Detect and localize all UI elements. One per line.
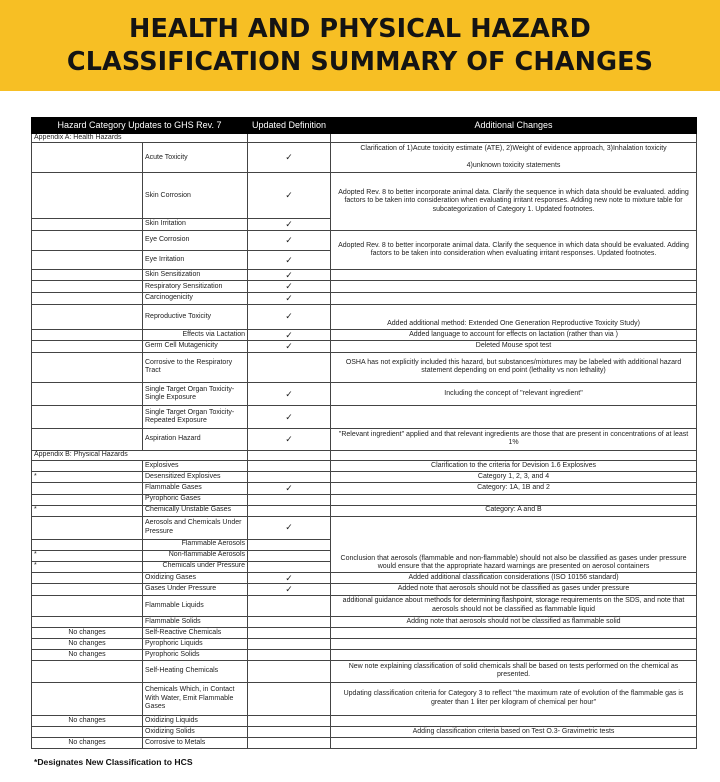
table-row	[32, 616, 697, 627]
page-title-line-2: CLASSIFICATION SUMMARY OF CHANGES	[66, 46, 654, 77]
table-row	[32, 460, 697, 471]
hazard-summary-table	[31, 117, 697, 749]
check-mark: ✓	[248, 304, 331, 329]
new-classification-marker: *	[32, 561, 143, 572]
change-text: "Relevant ingredient" applied and that relevant ingredients are those that are present in concentrations of at least 1%	[331, 428, 697, 450]
check-mark: ✓	[248, 219, 331, 231]
hazard-name: Flammable Solids	[143, 616, 248, 627]
table-row	[32, 230, 697, 250]
change-text: OSHA has not explicitly included this hazard, but substances/mixtures may be labeled with additional hazard statement depending on end point (lethality vs non lethality)	[331, 352, 697, 382]
hazard-name: Chemically Unstable Gases	[143, 505, 248, 516]
page-title-line-1: HEALTH AND PHYSICAL HAZARD	[129, 13, 591, 44]
change-text: Clarification to the criteria for Devision 1.6 Explosives	[331, 460, 697, 471]
hazard-name: Acute Toxicity	[143, 143, 248, 173]
hazard-name: Flammable Liquids	[143, 595, 248, 616]
change-text: Conclusion that aerosols (flammable and non-flammable) should not also be classified as gases under pressure would ensure that the appropriate hazard warnings are presented on aerosol containers	[331, 516, 697, 572]
hazard-name: Single Target Organ Toxicity-Repeated Exposure	[143, 405, 248, 428]
footnote: *Designates New Classification to HCS	[34, 757, 193, 767]
header-category: Hazard Category Updates to GHS Rev. 7	[32, 118, 248, 134]
check-mark: ✓	[248, 382, 331, 405]
table-row	[32, 638, 697, 649]
hazard-name: Non-flammable Aerosols	[143, 550, 248, 561]
change-text: Including the concept of "relevant ingredient"	[331, 382, 697, 405]
section-physical: Appendix B: Physical Hazards	[32, 450, 248, 460]
check-mark: ✓	[248, 293, 331, 305]
change-text: Deleted Mouse spot test	[331, 341, 697, 353]
check-mark: ✓	[248, 482, 331, 494]
hazard-name: Oxidizing Liquids	[143, 715, 248, 726]
check-mark: ✓	[248, 405, 331, 428]
hazard-name: Reproductive Toxicity	[143, 304, 248, 329]
hazard-name: Skin Sensitization	[143, 269, 248, 281]
hazard-name: Self-Heating Chemicals	[143, 660, 248, 682]
change-text: Clarification of 1)Acute toxicity estimate (ATE), 2)Weight of evidence approach, 3)Inhalation toxicity 4)unknown toxicity statements	[331, 143, 697, 173]
change-text: Updating classification criteria for Category 3 to reflect "the maximum rate of evolution of the flammable gas is greater than 1 liter per kilogram of chemical per hour"	[331, 682, 697, 715]
title-banner	[0, 0, 720, 91]
hazard-name: Oxidizing Gases	[143, 572, 248, 584]
change-text: Category: 1A, 1B and 2	[331, 482, 697, 494]
header-changes: Additional Changes	[331, 118, 697, 134]
hazard-name: Explosives	[143, 460, 248, 471]
hazard-name: Pyrophoric Solids	[143, 649, 248, 660]
check-mark: ✓	[248, 329, 331, 341]
change-text: Added additional classification considerations (ISO 10156 standard)	[331, 572, 697, 584]
change-text: Adding classification criteria based on Test O.3- Gravimetric tests	[331, 726, 697, 737]
hazard-name: Eye Irritation	[143, 250, 248, 269]
new-classification-marker: *	[32, 471, 143, 482]
check-mark: ✓	[248, 173, 331, 219]
hazard-name: Single Target Organ Toxicity-Single Exposure	[143, 382, 248, 405]
no-changes-label: No changes	[32, 737, 143, 748]
table-row	[32, 382, 697, 405]
table-row	[32, 471, 697, 482]
table-row	[32, 405, 697, 428]
hazard-name: Pyrophoric Gases	[143, 494, 248, 505]
table-row	[32, 143, 697, 173]
hazard-name: Aspiration Hazard	[143, 428, 248, 450]
table-row	[32, 726, 697, 737]
check-mark: ✓	[248, 269, 331, 281]
table-row	[32, 428, 697, 450]
table-row	[32, 595, 697, 616]
table-row	[32, 737, 697, 748]
table-row	[32, 281, 697, 293]
table-row	[32, 682, 697, 715]
table-row	[32, 304, 697, 329]
change-text: Added language to account for effects on lactation (rather than via )	[331, 329, 697, 341]
no-changes-label: No changes	[32, 638, 143, 649]
table-row	[32, 660, 697, 682]
table-row	[32, 649, 697, 660]
section-row	[32, 450, 697, 460]
hazard-name: Corrosive to the Respiratory Tract	[143, 352, 248, 382]
hazard-name: Flammable Aerosols	[143, 539, 248, 550]
check-mark: ✓	[248, 230, 331, 250]
hazard-name: Effects via Lactation	[143, 329, 248, 341]
table-row	[32, 494, 697, 505]
hazard-name: Carcinogenicity	[143, 293, 248, 305]
change-text: Added note that aerosols should not be classified as gases under pressure	[331, 584, 697, 596]
change-text: New note explaining classification of solid chemicals shall be based on tests performed on the chemical as presented.	[331, 660, 697, 682]
change-text: additional guidance about methods for determining flashpoint, storage requirements on the SDS, and note that aerosols should not be classified as flammable liquid	[331, 595, 697, 616]
table-row	[32, 572, 697, 584]
no-changes-label: No changes	[32, 627, 143, 638]
table-row	[32, 627, 697, 638]
change-text: Category 1, 2, 3, and 4	[331, 471, 697, 482]
change-text: Category: A and B	[331, 505, 697, 516]
hazard-name: Eye Corrosion	[143, 230, 248, 250]
table-row	[32, 505, 697, 516]
hazard-name: Chemicals under Pressure	[143, 561, 248, 572]
hazard-name: Pyrophoric Liquids	[143, 638, 248, 649]
hazard-name: Flammable Gases	[143, 482, 248, 494]
table-row	[32, 269, 697, 281]
check-mark: ✓	[248, 572, 331, 584]
table-row	[32, 482, 697, 494]
table-row	[32, 715, 697, 726]
hazard-name: Oxidizing Solids	[143, 726, 248, 737]
hazard-name: Chemicals Which, in Contact With Water, Emit Flammable Gases	[143, 682, 248, 715]
hazard-name: Corrosive to Metals	[143, 737, 248, 748]
new-classification-marker: *	[32, 550, 143, 561]
table-row	[32, 584, 697, 596]
hazard-name: Skin Irritation	[143, 219, 248, 231]
change-text: Adopted Rev. 8 to better incorporate animal data. Clarify the sequence in which data should be evaluated. Adding factors to be taken into consideration when evaluating irritant responses. Updated footnotes.	[331, 230, 697, 269]
new-classification-marker: *	[32, 505, 143, 516]
table-row	[32, 329, 697, 341]
check-mark: ✓	[248, 250, 331, 269]
hazard-name: Gases Under Pressure	[143, 584, 248, 596]
table-row	[32, 516, 697, 539]
hazard-name: Aerosols and Chemicals Under Pressure	[143, 516, 248, 539]
section-health: Appendix A: Health Hazards	[32, 134, 248, 143]
hazard-name: Self-Reactive Chemicals	[143, 627, 248, 638]
check-mark: ✓	[248, 143, 331, 173]
header-definition: Updated Definition	[248, 118, 331, 134]
change-text: Added additional method: Extended One Generation Reproductive Toxicity Study)	[331, 304, 697, 329]
table-row	[32, 293, 697, 305]
check-mark: ✓	[248, 341, 331, 353]
change-text: Adopted Rev. 8 to better incorporate animal data. Clarify the sequence in which data should be evaluated. adding factors to be taken into consideration when evaluating irritant responses. Adding new note to mixture table for subcategorization of Category 1. Updated footnotes.	[331, 173, 697, 231]
table-row	[32, 173, 697, 219]
hazard-name: Respiratory Sensitization	[143, 281, 248, 293]
check-mark: ✓	[248, 516, 331, 539]
table-row	[32, 341, 697, 353]
check-mark: ✓	[248, 584, 331, 596]
no-changes-label: No changes	[32, 715, 143, 726]
hazard-name: Desensitized Explosives	[143, 471, 248, 482]
hazard-name: Skin Corrosion	[143, 173, 248, 219]
table-header-row	[32, 118, 697, 134]
hazard-name: Germ Cell Mutagenicity	[143, 341, 248, 353]
change-text: Adding note that aerosols should not be classified as flammable solid	[331, 616, 697, 627]
check-mark: ✓	[248, 281, 331, 293]
check-mark: ✓	[248, 428, 331, 450]
table-row	[32, 352, 697, 382]
section-row	[32, 134, 697, 143]
no-changes-label: No changes	[32, 649, 143, 660]
